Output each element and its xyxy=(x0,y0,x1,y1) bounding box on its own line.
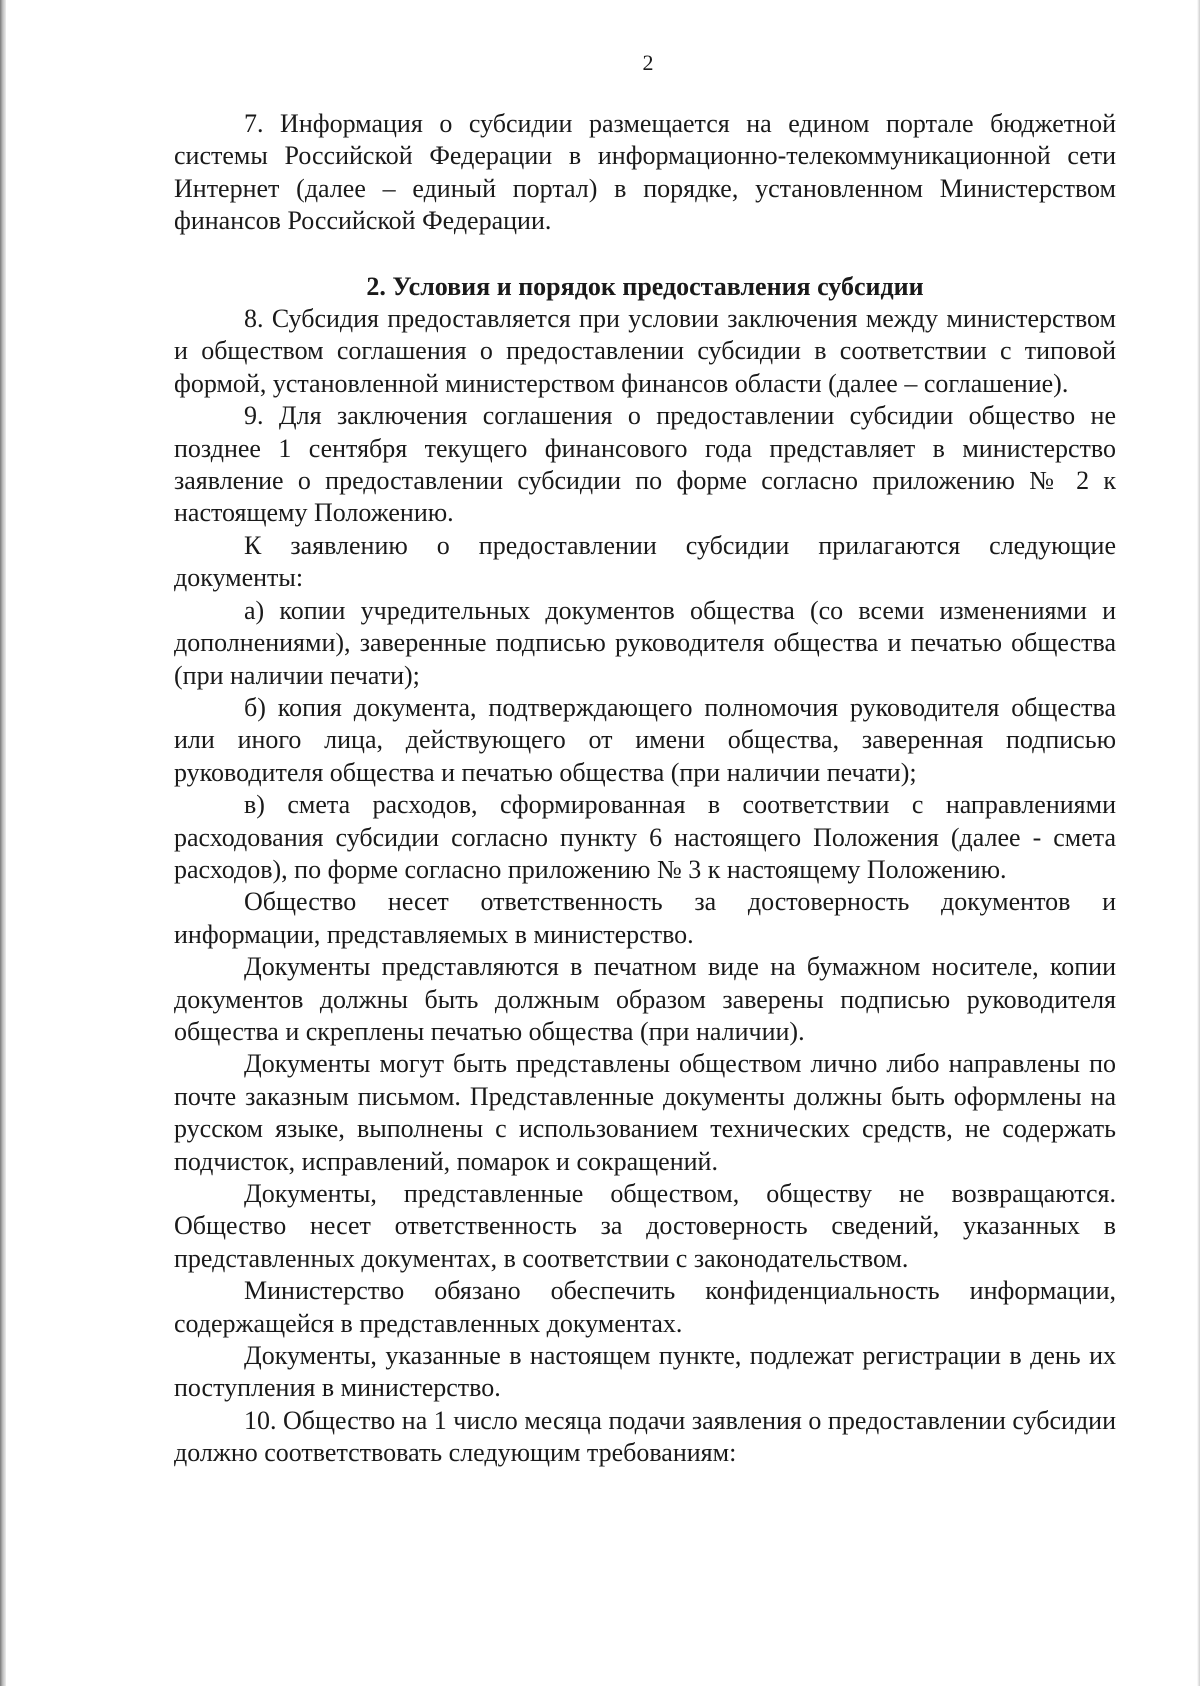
paragraph-confidentiality: Министерство обязано обеспечить конфиденциальность информации, содержащейся в представленных документах. xyxy=(174,1276,1116,1338)
paragraph-item-b: б) копия документа, подтверждающего полномочия руководителя общества или иного лица, действующего от имени общества, заверенная подписью руководителя общества и печатью общества (при наличии печати); xyxy=(174,692,1116,787)
paragraph-documents-intro: К заявлению о предоставлении субсидии прилагаются следующие документы: xyxy=(174,530,1116,593)
paragraph-not-returned: Документы, представленные обществом, обществу не возвращаются. Общество несет ответственность за достоверность сведений, указанных в представленных документах, в соответствии с законодательством. xyxy=(174,1179,1116,1273)
scan-left-edge xyxy=(0,0,6,1686)
paragraph-item-a: а) копии учредительных документов общества (со всеми изменениями и дополнениями), заверенные подписью руководителя общества и печатью общества (при наличии печати); xyxy=(174,595,1116,690)
paragraph-9: 9. Для заключения соглашения о предоставлении субсидии общество не позднее 1 сентября текущего финансового года представляет в министерство заявление о предоставлении субсидии по форме согласно приложению № 2 к настоящему Положению. xyxy=(174,401,1116,528)
page-number: 2 xyxy=(642,50,654,75)
section-heading: 2. Условия и порядок предоставления субсидии xyxy=(366,271,924,301)
document-body xyxy=(174,108,1116,1470)
paragraph-7: 7. Информация о субсидии размещается на едином портале бюджетной системы Российской Федерации в информационно-телекоммуникационной сети Интернет (далее – единый портал) в порядке, установленном Министерством финансов Российской Федерации. xyxy=(174,109,1116,236)
paragraph-responsibility: Общество несет ответственность за достоверность документов и информации, представляемых в министерство. xyxy=(174,887,1116,949)
paragraph-submission: Документы могут быть представлены обществом лично либо направлены по почте заказным письмом. Представленные документы должны быть оформлены на русском языке, выполнены с использованием технических средств, не содержать подчисток, исправлений, помарок и сокращений. xyxy=(174,1049,1116,1176)
paragraph-10: 10. Общество на 1 число месяца подачи заявления о предоставлении субсидии должно соответствовать следующим требованиям: xyxy=(174,1405,1116,1468)
paragraph-item-v: в) смета расходов, сформированная в соответствии с направлениями расходования субсидии согласно пункту 6 настоящего Положения (далее - смета расходов), по форме согласно приложению № 3 к настоящему Положению. xyxy=(174,790,1116,884)
paragraph-paper-format: Документы представляются в печатном виде на бумажном носителе, копии документов должны быть должным образом заверены подписью руководителя общества и скреплены печатью общества (при наличии). xyxy=(174,952,1116,1046)
paragraph-registration: Документы, указанные в настоящем пункте, подлежат регистрации в день их поступления в министерство. xyxy=(174,1341,1116,1403)
paragraph-8: 8. Субсидия предоставляется при условии заключения между министерством и обществом соглашения о предоставлении субсидии в соответствии с типовой формой, установленной министерством финансов области (далее – соглашение). xyxy=(174,304,1116,398)
